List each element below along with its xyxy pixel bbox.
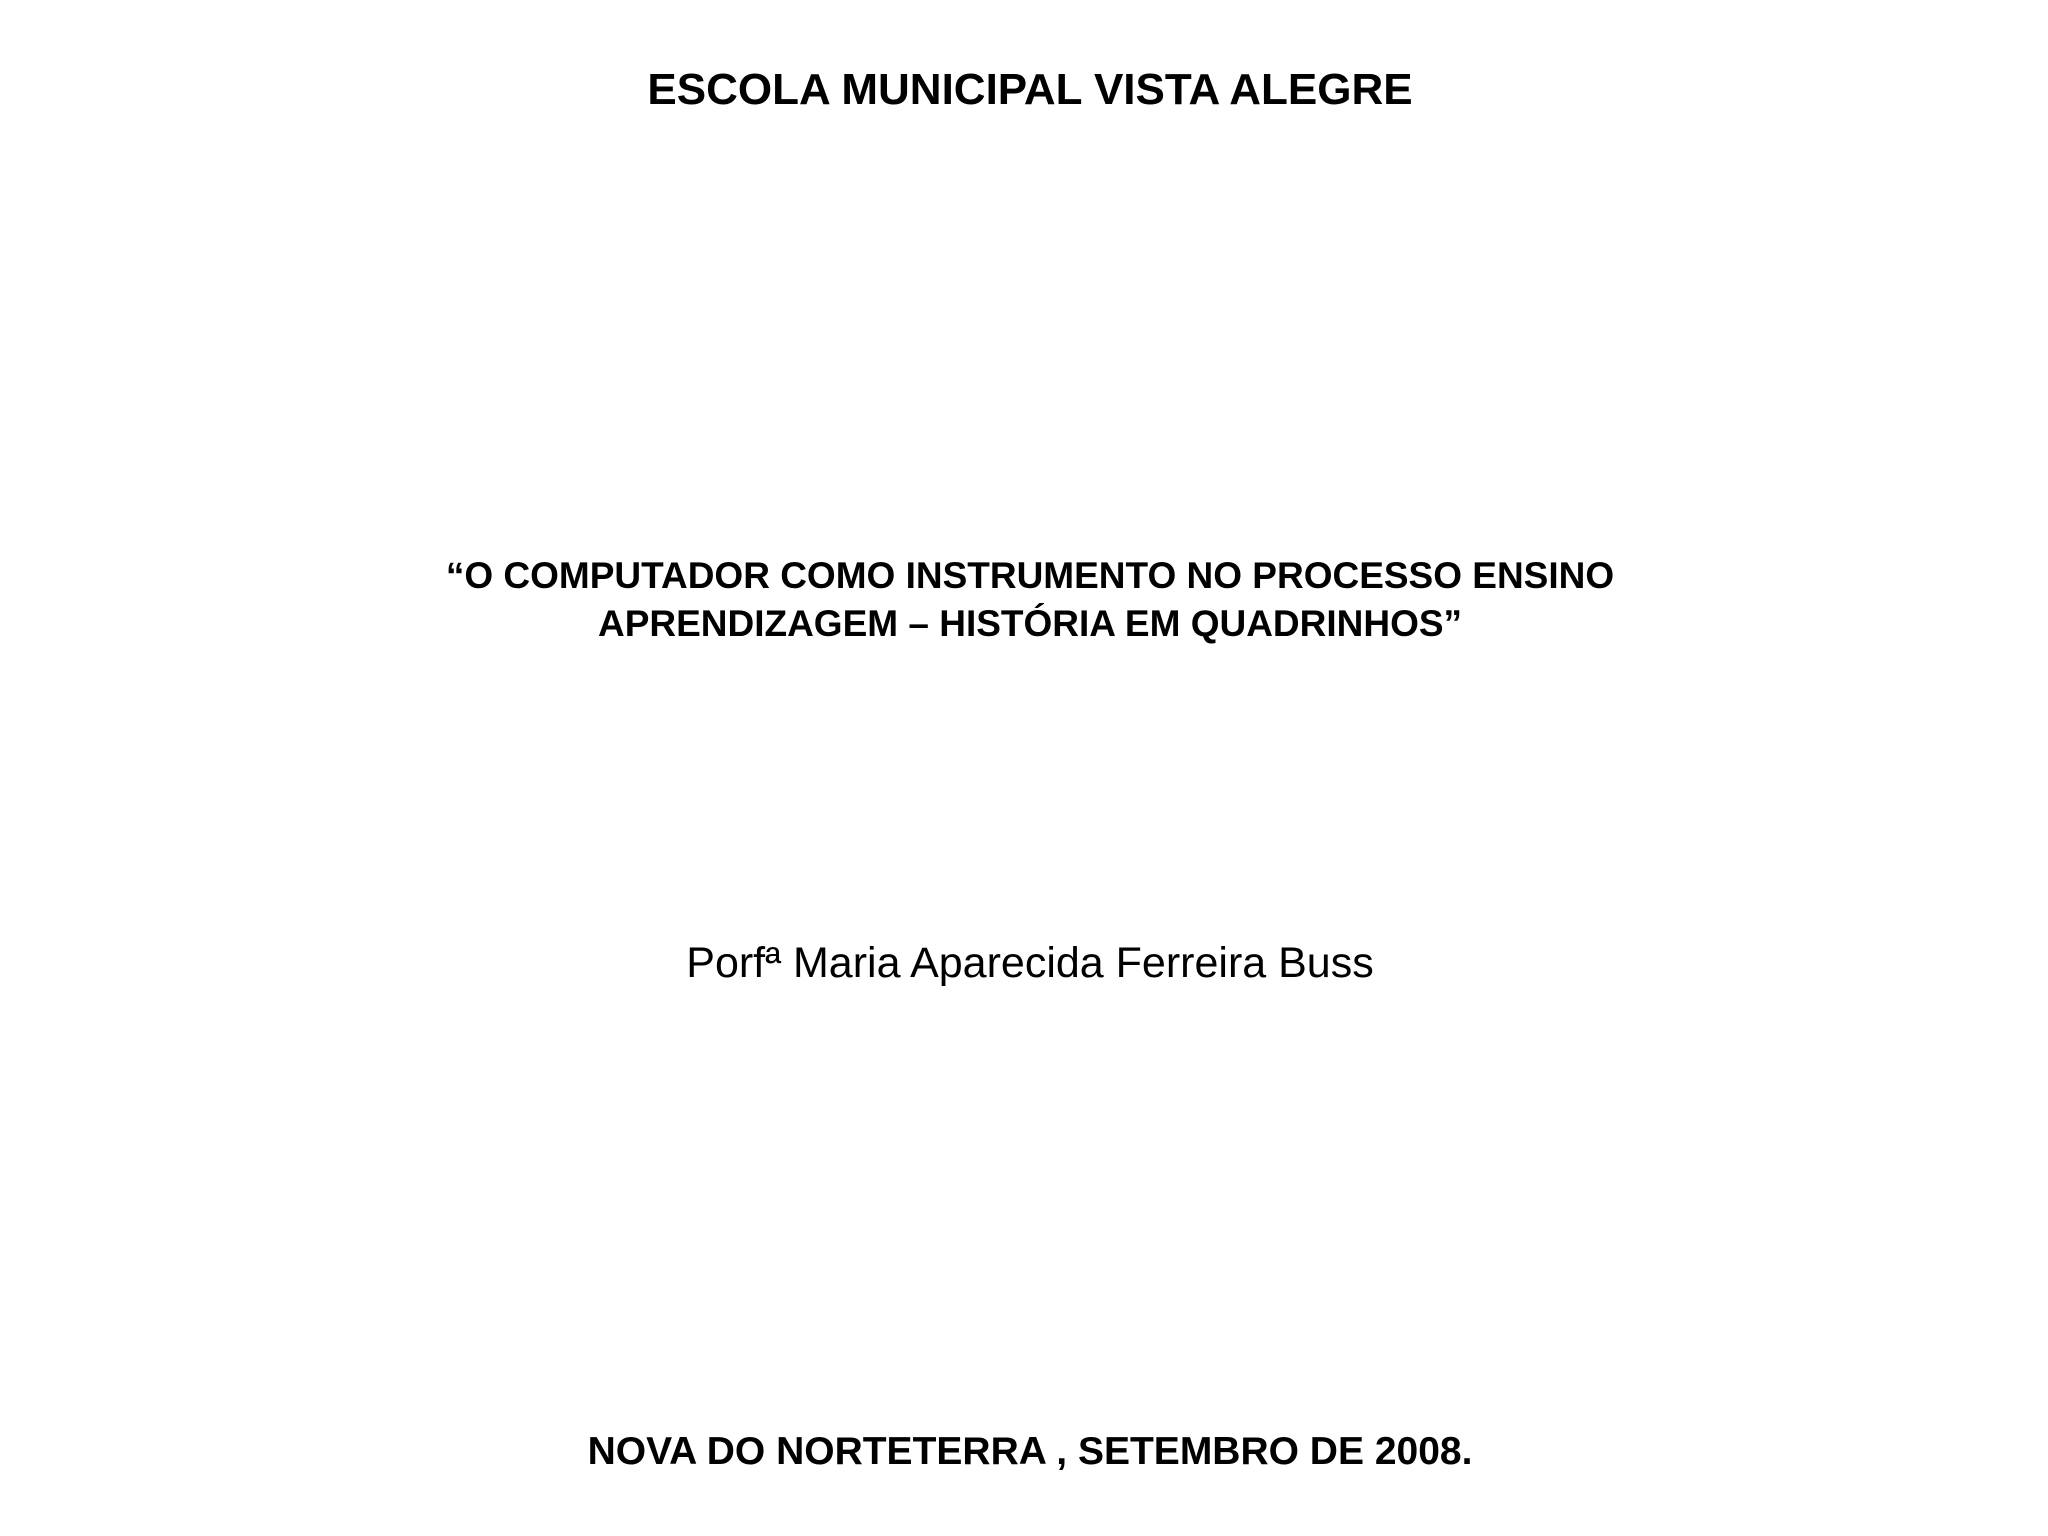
- school-name-heading: ESCOLA MUNICIPAL VISTA ALEGRE: [647, 65, 1413, 114]
- document-title-line-1: “O COMPUTADOR COMO INSTRUMENTO NO PROCESSO ENSINO: [445, 555, 1615, 596]
- author-name: Porfª Maria Aparecida Ferreira Buss: [686, 939, 1374, 987]
- document-title-line-2: APRENDIZAGEM – HISTÓRIA EM QUADRINHOS”: [597, 603, 1463, 644]
- place-and-date: NOVA DO NORTETERRA , SETEMBRO DE 2008.: [587, 1430, 1473, 1473]
